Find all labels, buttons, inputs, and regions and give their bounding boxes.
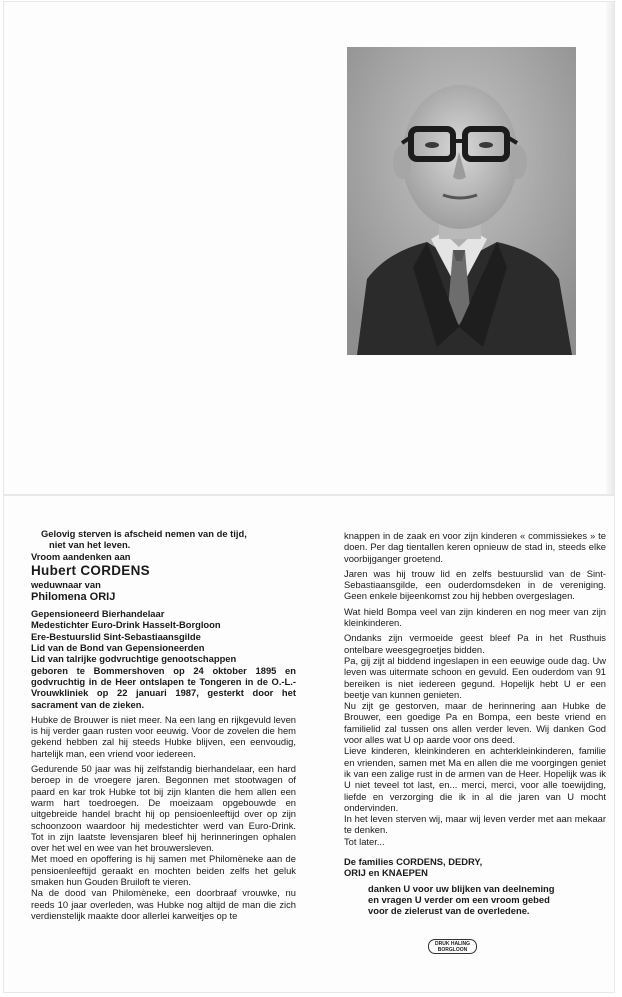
paragraph: Met moed en opoffering is hij samen met Philomèneke aan de pensioenleeftijd geraakt en mochten beiden zelfs het geluk smaken hun Gouden Bruiloft te vieren. [31,853,296,888]
thanks-line-3: voor de zielerust van de overledene. [368,905,530,917]
title-line: Lid van talrijke godvruchtige genootschappen [31,653,237,665]
paragraph: Wat hield Bompa veel van zijn kinderen en nog meer van zijn kleinkinderen. [344,605,606,629]
printer-line-2: BORGLOON [437,947,468,953]
paragraph: Jaren was hij trouw lid en zelfs bestuurslid van de Sint-Sebastiaansgilde, een ouderdomsdeken in de vereniging. Geen enkele bijeenkomst zou hij hebben overgeslagen. [344,567,606,602]
deceased-name: Hubert CORDENS [31,562,150,578]
paragraph: Lieve kinderen, kleinkinderen en achterkleinkinderen, familie en vrienden, samen met Ma en allen die me voorgingen geniet ik van een zalige rust in de armen van de Heer. Hopelijk was ik U niet teveel tot last, en... merci, merci, voor alle toewijding, liefde en verzorging die ik in al die jaren van U mocht ondervinden. [344,745,606,813]
title-line: Medestichter Euro-Drink Hasselt-Borgloon [31,619,221,631]
printer-line-1: DRUK HALING [435,941,470,947]
paragraph: In het leven sterven wij, maar wij leven verder met aan mekaar te denken. [344,813,606,836]
birth-death-info: geboren te Bommershoven op 24 oktober 1895 en godvruchtig in de Heer ontslapen te Tongeren in de O.-L.-Vrouwkliniek op 22 januari 1987, gesterkt door het sacrament van de zieken. [31,664,296,710]
paragraph: Tot later... [344,835,385,847]
widower-of-label: weduwnaar van [31,578,101,590]
paragraph: Pa, gij zijt al biddend ingeslapen in een eeuwige oude dag. Uw leven was uitermate schoon en gevuld. Een ouderdom van 91 bereiken is niet iedereen gegund. Hopelijk hebt U er een beetje van kunnen genieten. [344,654,606,700]
intro-line-2: niet van het leven. [49,539,131,551]
intro-line-1: Gelovig sterven is afscheid nemen van de tijd, [41,528,247,539]
paragraph: Hubke de Brouwer is niet meer. Na een lang en rijkgevuld leven is hij verder gaan rusten voor eeuwig. Voor de zovelen die hem gekend hebben zal hij steeds Hubke blijven, een eenvoudig, hartelijk man, een vriend voor iedereen. [31,713,296,759]
title-line: Lid van de Bond van Gepensioneerden [31,642,205,654]
families-line-1: De families CORDENS, DEDRY, [344,856,483,868]
paragraph: Ondanks zijn vermoeide geest bleef Pa in het Rusthuis ontelbare weesgegroetjes bidden. [344,632,606,655]
paragraph: Na de dood van Philomèneke, een doorbraaf vrouwke, nu reeds 10 jaar overleden, was Hubke nog altijd de man die zich verdienstelijk maakte door allerlei karweitjes op te [31,887,296,921]
portrait-photo [347,47,576,355]
families-line-2: ORIJ en KNAEPEN [344,867,428,879]
memorial-text-left [31,528,296,921]
title-line: Gepensioneerd Bierhandelaar [31,608,165,620]
intro-line-3: Vroom aandenken aan [31,550,131,562]
title-line: Ere-Bestuurslid Sint-Sebastiaansgilde [31,630,201,642]
paragraph: Gedurende 50 jaar was hij zelfstandig bierhandelaar, een hard beroep in de vroegere jaren. Begonnen met stootwagen of paard en kar trok Hubke tot bij zijn klanten die hem allen een warm hart toedroegen. De moeizaam opgebouwde en uitgebreide handel bracht hij op pensioenleeftijd over op zijn schoonzoon waardoor hij medestichter werd van Euro-Drink. Tot in zijn laatste levensjaren bleef hij herinneringen ophalen over het wel en wee van het brouwersleven. [31,763,296,854]
printer-stamp [428,939,477,954]
paragraph: knappen in de zaak en voor zijn kinderen « commissiekes » te doen. Per dag tientallen keren opnieuw de stad in, steeds elke voorbijganger groetend. [344,530,606,564]
thanks-line-2: en vragen U verder om een vroom gebed [368,893,550,905]
spouse-name: Philomena ORIJ [31,591,116,604]
thanks-line-1: danken U voor uw blijken van deelneming [368,882,555,894]
paragraph: Nu zijt ge gestorven, maar de herinnering aan Hubke de Brouwer, een goedige Pa en Bompa, een beste vriend en familielid zal tussen ons allen verder leven. Wij danken God voor alles wat U op aarde voor ons deed. [344,700,606,746]
memorial-text-right [344,530,606,917]
